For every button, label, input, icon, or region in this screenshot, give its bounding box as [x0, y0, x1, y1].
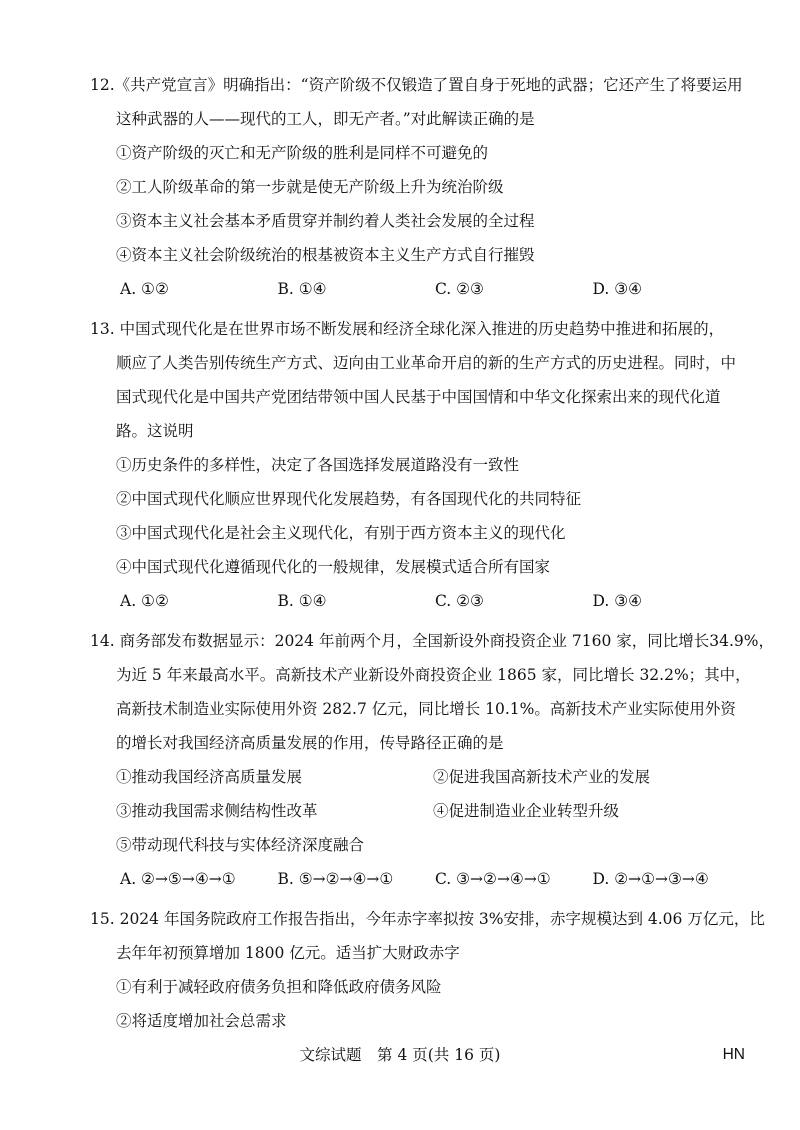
- question-14-stem-line-3: 高新技术制造业实际使用外资 282.7 亿元，同比增长 10.1%。高新技术产业实际使用外资: [116, 700, 736, 718]
- question-12-item-4: ④资本主义社会阶级统治的根基被资本主义生产方式自行摧毁: [116, 246, 535, 264]
- question-12-option-c: C. ②③: [435, 280, 484, 298]
- question-14-option-c: C. ③→②→④→①: [435, 870, 551, 888]
- question-12-item-1: ①资产阶级的灭亡和无产阶级的胜利是同样不可避免的: [116, 144, 489, 162]
- question-13: [90, 312, 750, 618]
- question-14-stem-line-1: 14. 商务部发布数据显示：2024 年前两个月，全国新设外商投资企业 7160 家，同比增长34.9%，: [90, 632, 774, 650]
- question-13-option-b: B. ①④: [277, 592, 327, 610]
- question-14-option-a: A. ②→⑤→④→①: [120, 870, 236, 888]
- question-13-option-c: C. ②③: [435, 592, 484, 610]
- question-14-item-5: ⑤带动现代科技与实体经济深度融合: [116, 836, 365, 854]
- question-15-stem-line-2: 去年年初预算增加 1800 亿元。适当扩大财政赤字: [116, 944, 460, 962]
- question-13-item-4: ④中国式现代化遵循现代化的一般规律，发展模式适合所有国家: [116, 558, 551, 576]
- question-14-item-4: ④促进制造业企业转型升级: [433, 802, 620, 820]
- question-12-option-d: D. ③④: [592, 280, 643, 298]
- question-13-stem-line-3: 国式现代化是中国共产党团结带领中国人民基于中国国情和中华文化探索出来的现代化道: [116, 388, 721, 406]
- question-13-stem-line-1: 13. 中国式现代化是在世界市场不断发展和经济全球化深入推进的历史趋势中推进和拓展的，: [90, 320, 725, 338]
- question-14-items-row-1: [90, 760, 750, 794]
- question-15: [90, 902, 765, 1038]
- question-13-stem-line-2: 顺应了人类告别传统生产方式、迈向由工业革命开启的新的生产方式的历史进程。同时，中: [116, 354, 737, 372]
- question-14-options: [90, 862, 750, 896]
- question-12-stem-line-1: 12.《共产党宣言》明确指出：“资产阶级不仅锻造了置自身于死地的武器；它还产生了将要运用: [90, 76, 743, 94]
- question-13-item-2: ②中国式现代化顺应世界现代化发展趋势，有各国现代化的共同特征: [116, 490, 582, 508]
- question-13-options: [90, 584, 750, 618]
- question-12: [90, 68, 750, 306]
- question-14-item-1: ①推动我国经济高质量发展: [116, 768, 303, 786]
- question-13-option-d: D. ③④: [592, 592, 643, 610]
- page-number-label: 文综试题 第 4 页(共 16 页): [299, 1046, 501, 1064]
- question-14-option-d: D. ②→①→③→④: [592, 870, 709, 888]
- question-14: [90, 624, 774, 896]
- question-14-item-3: ③推动我国需求侧结构性改革: [116, 802, 318, 820]
- question-15-stem-line-1: 15. 2024 年国务院政府工作报告指出，今年赤字率拟按 3%安排，赤字规模达到 4.06 万亿元，比: [90, 910, 765, 928]
- question-12-options: [90, 272, 750, 306]
- question-12-option-b: B. ①④: [277, 280, 327, 298]
- question-14-stem-line-2: 为近 5 年来最高水平。高新技术产业新设外商投资企业 1865 家，同比增长 32.2%；其中，: [116, 666, 751, 684]
- question-12-stem-line-2: 这种武器的人——现代的工人，即无产者。”对此解读正确的是: [116, 110, 535, 128]
- question-13-item-3: ③中国式现代化是社会主义现代化，有别于西方资本主义的现代化: [116, 524, 566, 542]
- region-code: HN: [722, 1046, 745, 1063]
- question-15-item-2: ②将适度增加社会总需求: [116, 1012, 287, 1030]
- question-12-option-a: A. ①②: [120, 280, 169, 298]
- question-14-stem-line-4: 的增长对我国经济高质量发展的作用，传导路径正确的是: [116, 734, 504, 752]
- question-14-items-row-2: [90, 794, 750, 828]
- question-15-item-1: ①有利于减轻政府债务负担和降低政府债务风险: [116, 978, 442, 996]
- question-12-item-2: ②工人阶级革命的第一步就是使无产阶级上升为统治阶级: [116, 178, 504, 196]
- question-12-item-3: ③资本主义社会基本矛盾贯穿并制约着人类社会发展的全过程: [116, 212, 535, 230]
- page-footer: [0, 1040, 800, 1070]
- question-13-item-1: ①历史条件的多样性，决定了各国选择发展道路没有一致性: [116, 456, 520, 474]
- question-14-item-2: ②促进我国高新技术产业的发展: [433, 768, 651, 786]
- question-13-option-a: A. ①②: [120, 592, 169, 610]
- question-14-option-b: B. ⑤→②→④→①: [277, 870, 394, 888]
- question-13-stem-line-4: 路。这说明: [116, 422, 194, 440]
